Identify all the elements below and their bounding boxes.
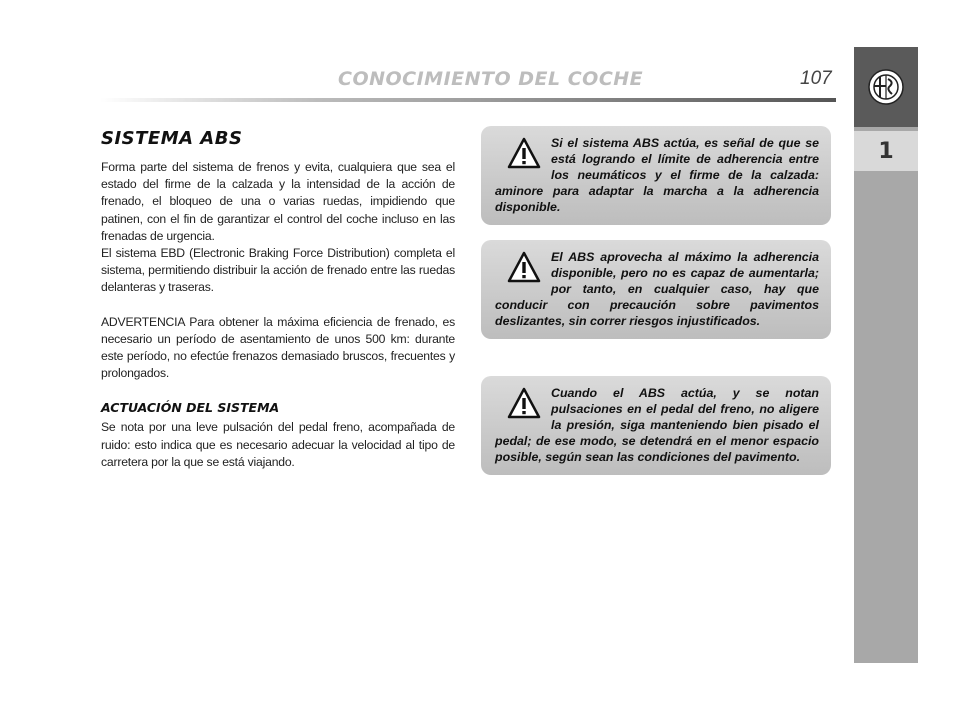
body-paragraph: Forma parte del sistema de frenos y evita, cualquiera que sea el estado del firme de la calzada y la intensidad de la acción de frenado, el bloqueo de una o varias ruedas, impidiendo que patinen, con el fin de garantizar el control del coche incluso en las frenadas de urgencia. bbox=[101, 160, 455, 243]
logo-cell bbox=[854, 47, 918, 127]
warning-triangle-icon bbox=[507, 137, 541, 169]
page-header-title: CONOCIMIENTO DEL COCHE bbox=[338, 68, 644, 90]
body-paragraph: El sistema EBD (Electronic Braking Force Distribution) completa el sistema, permitiendo distribuir la acción de frenado entre las ruedas delanteras y traseras. bbox=[101, 246, 455, 295]
warning-text: El ABS aprovecha al máximo la adherencia disponible, pero no es capaz de aumentarla; por tanto, en cualquier caso, hay que conducir con precaución sobre pavimentos deslizantes, sin correr riesgos injustificados. bbox=[495, 250, 819, 328]
subsection-title: ACTUACIÓN DEL SISTEMA bbox=[101, 400, 280, 416]
advertencia-paragraph: ADVERTENCIA Para obtener la máxima eficiencia de frenado, es necesario un período de asentamiento de unos 500 km: durante este período, no efectúe frenazos demasiado bruscos, frecuentes y prolongados. bbox=[101, 314, 455, 381]
alfa-romeo-badge-icon bbox=[868, 69, 904, 105]
chapter-cell[interactable] bbox=[854, 131, 918, 171]
body-paragraph: Se nota por una leve pulsación del pedal freno, acompañada de ruido: esto indica que es necesario adecuar la velocidad al tipo de carretera por la que se está viajando. bbox=[101, 420, 455, 469]
warning-text: Cuando el ABS actúa, y se notan pulsaciones en el pedal del freno, no aligere la presión, siga manteniendo bien pisado el pedal; de ese modo, se detendrá en el menor espacio posible, según sean las condiciones del pavimento. bbox=[495, 386, 819, 464]
warning-triangle-icon bbox=[507, 387, 541, 419]
warning-box bbox=[481, 126, 831, 225]
chapter-side-tab bbox=[854, 47, 918, 663]
main-column bbox=[101, 128, 455, 471]
warning-triangle-icon bbox=[507, 251, 541, 283]
section-title: SISTEMA ABS bbox=[101, 128, 243, 149]
chapter-number: 1 bbox=[878, 138, 894, 164]
warning-text: Si el sistema ABS actúa, es señal de que se está logrando el límite de adherencia entre los neumáticos y el firme de la calzada: aminore para adaptar la marcha a la adherencia disponible. bbox=[495, 136, 819, 214]
header-divider bbox=[100, 98, 836, 102]
warning-box bbox=[481, 376, 831, 475]
warning-box bbox=[481, 240, 831, 339]
page-number: 107 bbox=[800, 68, 832, 89]
